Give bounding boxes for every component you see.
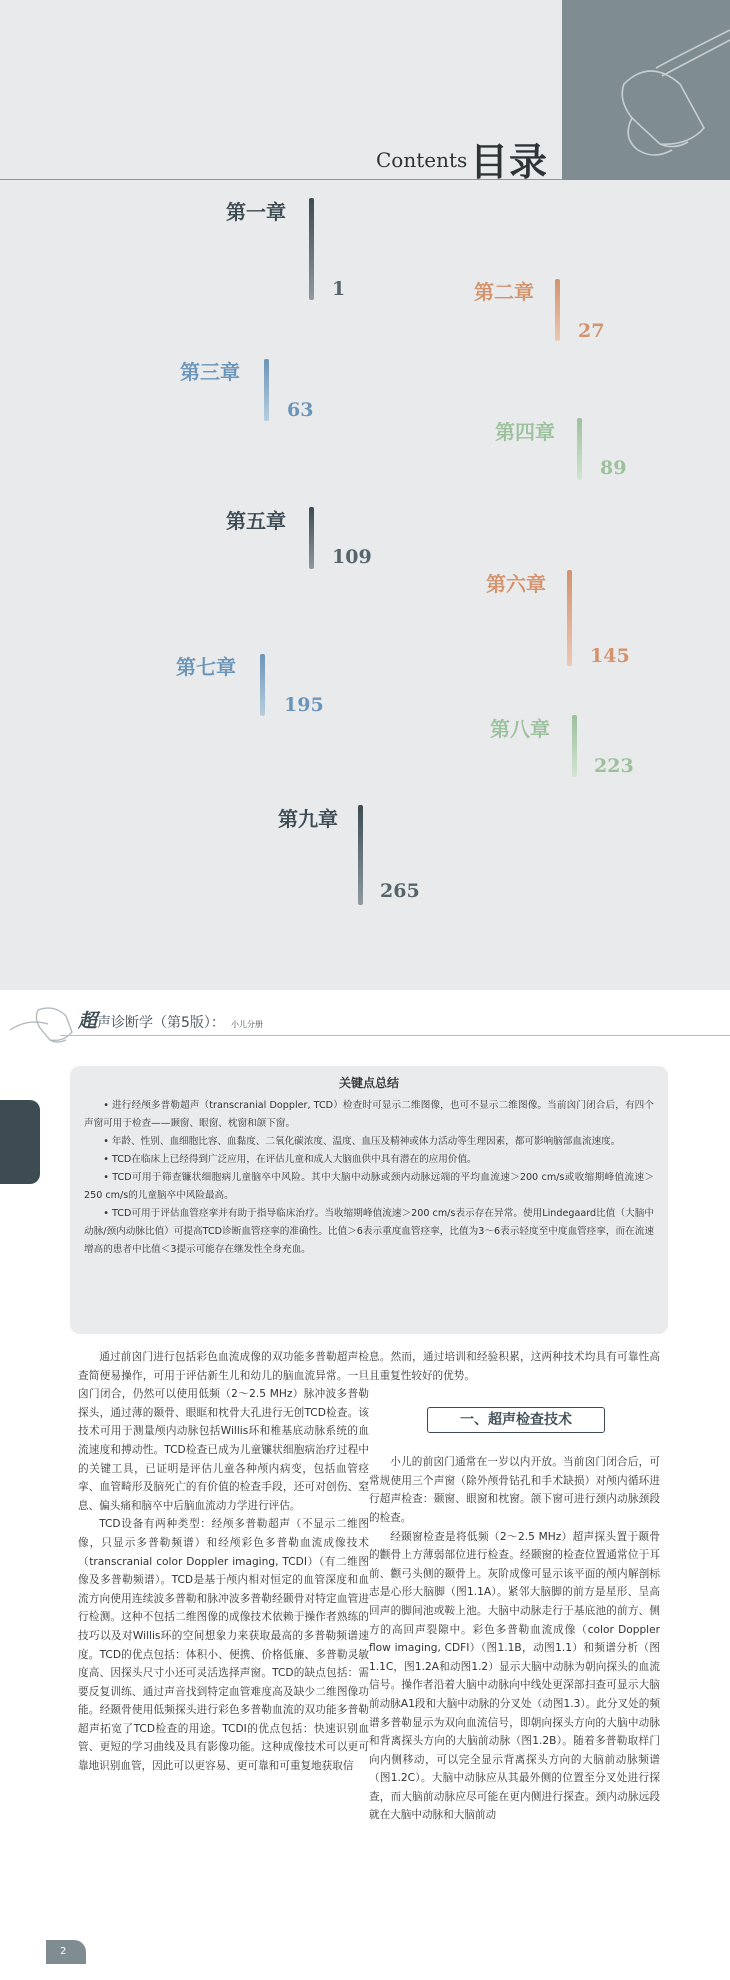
chapter-bar xyxy=(260,654,265,716)
key-point-item: • TCD可用于评估血管痉挛并有助于指导临床治疗。当收缩期峰值流速＞200 cm/s表示存在异常。使用Lindegaard比值（大脑中动脉/颈内动脉比值）可提高TCD诊断血管痉挛的准确性。比值＞6表示重度血管痉挛，比值为3～6表示轻度至中度血管痉挛，而在流速增高的患者中比值＜3提示可能存在继发性全身充血。 xyxy=(84,1208,654,1255)
chapter-number: 第六章 xyxy=(486,572,546,596)
body-paragraph: 经颞窗检查是将低频（2～2.5 MHz）超声探头置于颞骨的颧骨上方薄弱部位进行检查。经颞窗的检查位置通常位于耳前、颧弓头侧的颞骨上。灰阶成像可显示该平面的颅内解剖标志是心形大脑脚（图1.1A）。紧邻大脑脚的前方是星形、呈高回声的脚间池或鞍上池。大脑中动脉走行于基底池的前方、侧方的高回声裂隙中。彩色多普勒血流成像（color Doppler flow imaging, CDFI）（图1.1B，动图1.1）和频谱分析（图1.1C，图1.2A和动图1.2）显示大脑中动脉为朝向探头的血流信号。操作者沿着大脑中动脉向中线处更深部扫查可显示大脑前动脉A1段和大脑中动脉的分叉处（动图1.3）。此分叉处的频谱多普勒显示为双向血流信号，即朝向探头方向的大脑中动脉和背离探头方向的大脑前动脉（图1.2B）。随着多普勒取样门向内侧移动，可以完全显示背离探头方向的大脑前动脉频谱（图1.2C）。大脑中动脉应从其最外侧的位置至分叉处进行探查，而大脑前动脉应尽可能在更内侧进行探查。颈内动脉远段就在大脑中动脉和大脑前动 xyxy=(369,1530,660,1822)
chapter-bar xyxy=(358,805,363,905)
ultrasound-probe-icon xyxy=(562,0,730,180)
header-rule xyxy=(60,1035,730,1036)
body-paragraph: TCD设备有两种类型：经颅多普勒超声（不显示二维图像，只显示多普勒频谱）和经颅彩色多普勒血流成像技术（transcranial color Doppler imaging, TCDI）（有二维图像及多普勒频谱）。TCD是基于颅内相对恒定的血管深度和血流方向使用连续波多普勒和脉冲波多普勒经颞骨对特定血管进行检测。这种不包括二维图像的成像技术依赖于操作者熟练的技巧以及对Willis环的空间想象力来获取最高的多普勒频谱速度。TCD的优点包括：体积小、便携、价格低廉、多普勒灵敏度高、因探头尺寸小还可灵活选择声窗。TCD的缺点包括：需要反复训练、通过声音找到特定血管难度高及缺少二维图像功能。经颞骨使用低频探头进行彩色多普勒血流的双功能多普勒超声拓宽了TCD检查的用途。TCDI的优点包括：快速识别血管、更短的学习曲线及具有影像功能。这种成像技术可以更可靠地识别血管，因此可以更容易、更可靠和可重复地获取信 xyxy=(78,1518,369,1773)
chapter-page-number: 27 xyxy=(578,320,605,342)
chapter-number: 第一章 xyxy=(226,200,286,224)
contents-label-en: Contents xyxy=(376,148,468,172)
chapter-number: 第八章 xyxy=(490,717,550,741)
contents-label-zh: 目录 xyxy=(470,139,549,184)
key-point-item: • TCD可用于筛查镰状细胞病儿童脑卒中风险。其中大脑中动脉或颈内动脉远端的平均血流速＞200 cm/s或收缩期峰值流速＞250 cm/s的儿童脑卒中风险最高。 xyxy=(84,1172,654,1201)
chapter-number: 第二章 xyxy=(474,280,534,304)
right-column xyxy=(369,1348,660,1825)
chapter-bar xyxy=(577,418,582,480)
running-header xyxy=(78,1006,263,1033)
side-tab xyxy=(0,1100,40,1184)
chapter-bar xyxy=(555,279,560,341)
ultrasound-probe-icon xyxy=(8,996,80,1044)
chapter-number: 第五章 xyxy=(226,509,286,533)
chapter-page-number: 63 xyxy=(287,399,314,421)
section-heading xyxy=(427,1407,605,1433)
chapter-page-number: 109 xyxy=(332,546,372,568)
book-mark: 超 xyxy=(78,1010,98,1032)
body-paragraph: 通过前囟门进行包括彩色血流成像的双功能多普勒超声检查简便易操作，可用于评估新生儿和幼儿的脑血流异常。一旦囟门闭合，仍然可以使用低频（2～2.5 MHz）脉冲波多普勒探头，通过薄的颞骨、眼眶和枕骨大孔进行无创TCD检查。该技术可用于测量颅内动脉包括Willis环和椎基底动脉系统的血流速度和搏动性。TCD检查已成为儿童镰状细胞病治疗过程中的关键工具，已证明是评估儿童各种颅内病变，包括血管痉挛、血管畸形及脑死亡的有价值的检查手段，还可对创伤、窒息、偏头痛和脑卒中后脑血流动力学进行评估。 xyxy=(78,1351,369,1512)
book-subtitle: 小儿分册 xyxy=(230,1020,263,1029)
body-paragraph-continued: 息。然而，通过培训和经验积累，这两种技术均具有可靠性高且重复性较好的优势。 xyxy=(369,1351,660,1382)
chapter-number: 第九章 xyxy=(278,807,338,831)
book-title: 声诊断学（第5版）： xyxy=(97,1015,225,1031)
key-points-title: 关键点总结 xyxy=(338,1076,399,1090)
chapter-page-number: 223 xyxy=(594,755,634,777)
key-point-item: • TCD在临床上已经得到广泛应用，在评估儿童和成人大脑血供中具有潜在的应用价值。 xyxy=(103,1154,477,1165)
chapter-page-number: 145 xyxy=(590,645,630,667)
chapter-page-number: 1 xyxy=(332,278,346,300)
chapter-number: 第三章 xyxy=(180,360,240,384)
chapter-bar xyxy=(309,507,314,569)
left-column xyxy=(78,1348,369,1776)
key-point-item: • 年龄、性别、血细胞比容、血黏度、二氧化碳浓度、温度、血压及精神或体力活动等生理因素，都可影响脑部血流速度。 xyxy=(103,1136,621,1147)
chapter-bar xyxy=(309,198,314,300)
chapter-number: 第四章 xyxy=(495,420,555,444)
chapter-bar xyxy=(567,570,572,666)
chapter-bar xyxy=(572,715,577,777)
body-paragraph: 小儿的前囟门通常在一岁以内开放。当前囟门闭合后，可常规使用三个声窗（除外颅骨钻孔和手术缺损）对颅内循环进行超声检查：颞窗、眼窗和枕窗。颌下窗可进行颈内动脉颈段的检查。 xyxy=(369,1456,660,1524)
content-page xyxy=(0,990,730,1980)
chapter-number: 第七章 xyxy=(176,655,236,679)
chapter-page-number: 89 xyxy=(600,457,627,479)
key-point-item: • 进行经颅多普勒超声（transcranial Doppler, TCD）检查时可显示二维图像，也可不显示二维图像。当前囟门闭合后，有四个声窗可用于检查——颞窗、眼窗、枕窗和颌下窗。 xyxy=(84,1100,654,1129)
chapter-page-number: 195 xyxy=(284,694,324,716)
chapter-bar xyxy=(264,359,269,421)
section-heading-text: 一、超声检查技术 xyxy=(460,1412,572,1429)
page-number: 2 xyxy=(46,1940,86,1964)
key-points-box xyxy=(70,1066,668,1334)
chapter-page-number: 265 xyxy=(380,880,420,902)
